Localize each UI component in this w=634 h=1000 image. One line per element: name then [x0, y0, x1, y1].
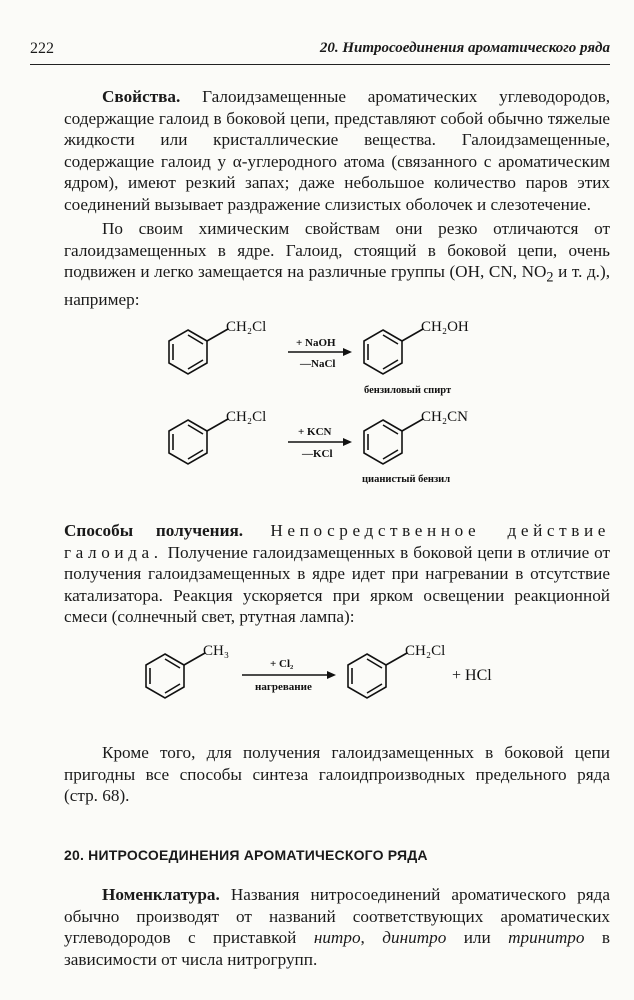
benzene-ring-3a	[146, 653, 205, 698]
preparation-text: Получение галоидзамещенных в боковой цепи в отличие от получения галоидзамещенных в ядре идет при нагревании в отсутствие катализатора. Реакция ускоряется при ярком освещении реакционной смеси (солнечный свет, ртутная лампа):	[64, 542, 610, 627]
r1-reactant: CH₂Cl	[226, 319, 267, 335]
r1-reagent-bottom: —NaCl	[300, 358, 336, 370]
paragraph-nomenclature	[64, 884, 610, 970]
chem-props-sub: 2	[546, 269, 554, 286]
r2-reagent-top: + KCN	[298, 426, 332, 438]
lead-properties: Свойства.	[102, 87, 181, 106]
r3-reagent-bottom: нагревание	[255, 681, 312, 693]
r2-reagent-bottom: —KCl	[302, 448, 333, 460]
benzene-ring-1b	[364, 329, 423, 374]
lead-nomenclature: Номенклатура.	[102, 885, 220, 904]
nomenclature-text-b: в зависимости от числа нитрогрупп.	[64, 928, 610, 969]
benzene-ring-2a	[169, 419, 228, 464]
lead-preparation: Способы получения.	[64, 521, 244, 540]
r2-product: CH₂CN	[421, 409, 468, 425]
r1-reagent-top: + NaOH	[296, 337, 336, 349]
section-heading: 20. НИТРОСОЕДИНЕНИЯ АРОМАТИЧЕСКОГО РЯДА	[64, 847, 428, 863]
prefix-nitro: нитро	[313, 928, 361, 948]
r3-product: CH₂Cl	[405, 643, 446, 659]
prefix-trinitro: тринитро	[508, 928, 585, 948]
preparation-spaced-title: Непосредственное действие галоида.	[64, 521, 611, 562]
nomenclature-sep-1: ,	[360, 928, 383, 948]
chem-props-text-b: и т. д.), например:	[64, 262, 611, 310]
r2-product-name: цианистый бензил	[362, 474, 451, 485]
r2-reactant: CH₂Cl	[226, 409, 267, 425]
prefix-dinitro: динитро	[382, 928, 447, 948]
page-number: 222	[30, 40, 54, 57]
nomenclature-sep-2: или	[446, 928, 509, 948]
r3-byproduct: + HCl	[452, 667, 492, 684]
nomenclature-text-a: Названия нитросоединений ароматического ряда обычно производят от названий соответствующих ароматических углеводородов с приставкой	[64, 885, 610, 948]
r1-product: CH₂OH	[421, 319, 469, 335]
properties-text: Галоидзамещенные ароматических углеводородов, содержащие галоид в боковой цепи, представляют собой обычно тяжелые жидкости или кристаллические вещества. Галоидзамещенные, содержащие галоид у α-углеродного атома (связанного с ароматическим ядром), имеют резкий запах; даже небольшое количество паров этих соединений вызывает раздражение слизистых оболочек и слезотечение.	[64, 87, 610, 214]
benzene-ring-2b	[364, 419, 423, 464]
paragraph-preparation	[64, 520, 610, 628]
r3-reagent-top: + Cl₂	[270, 658, 294, 670]
benzene-ring-1a	[169, 329, 228, 374]
running-title: 20. Нитросоединения ароматического ряда	[319, 40, 610, 56]
benzene-ring-3b	[348, 653, 407, 698]
other-methods-text: Кроме того, для получения галоидзамещенных в боковой цепи пригодны все способы синтеза галоидпроизводных предельного ряда (стр. 68).	[64, 743, 610, 806]
r3-reactant: CH₃	[203, 643, 230, 659]
paragraph-other-methods	[64, 742, 610, 807]
chem-props-text-a: По своим химическим свойствам они резко отличаются от галоидзамещенных в ядре. Галоид, стоящий в боковой цепи, очень подвижен и легко замещается на различные группы (OH, CN, NO	[64, 219, 610, 282]
r1-product-name: бензиловый спирт	[364, 385, 452, 396]
